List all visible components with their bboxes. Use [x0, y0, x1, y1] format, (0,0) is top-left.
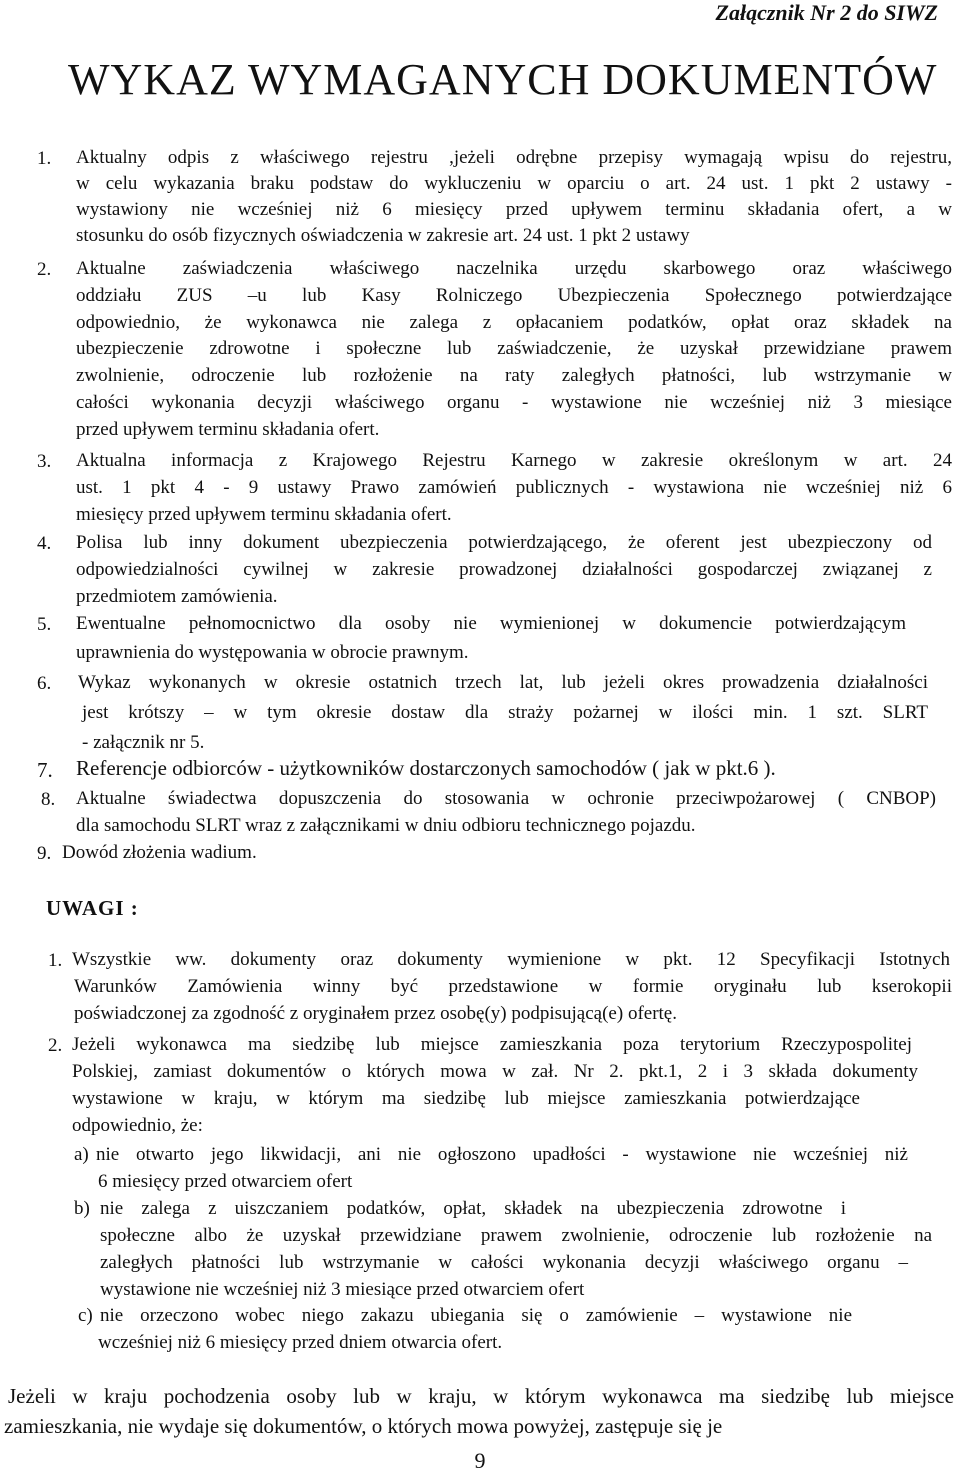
item-line: Dowód złożenia wadium.: [62, 842, 257, 863]
sub-letter: c): [78, 1305, 93, 1326]
note-line: odpowiednio, że:: [72, 1115, 203, 1136]
item-line: przedmiotem zamówienia.: [76, 586, 278, 607]
item-line: Aktualna informacja z Krajowego Rejestru Karnego w zakresie określonym w art. 24: [76, 450, 952, 471]
item-line: uprawnienia do występowania w obrocie prawnym.: [76, 642, 469, 663]
item-line: Aktualne zaświadczenia właściwego naczelnika urzędu skarbowego oraz właściwego: [76, 258, 952, 279]
sub-letter: a): [74, 1144, 89, 1165]
sub-line: wcześniej niż 6 miesięcy przed dniem otwarcia ofert.: [98, 1332, 503, 1353]
item-line: całości wykonania decyzji właściwego organu - wystawione nie wcześniej niż 3 miesiące: [76, 392, 952, 413]
item-line: zwolnienie, odroczenie lub rozłożenie na raty zaległych płatności, lub wstrzymanie w: [76, 365, 952, 387]
note-line: poświadczonej za zgodność z oryginałem przez osobę(y) podpisującą(e) ofertę.: [74, 1003, 677, 1024]
note-number: 1.: [48, 950, 63, 971]
sub-line: nie zalega z uiszczaniem podatków, opłat, składek na ubezpieczenia zdrowotne i: [100, 1198, 846, 1219]
item-number: 3.: [37, 451, 52, 472]
item-line: Referencje odbiorców - użytkowników dostarczonych samochodów ( jak w pkt.6 ).: [76, 756, 776, 780]
item-number: 9.: [37, 843, 52, 864]
sub-line: zaległych płatności lub wstrzymanie w całości wykonania decyzji właściwego organu –: [100, 1252, 908, 1273]
note-line: Polskiej, zamiast dokumentów o których mowa w zał. Nr 2. pkt.1, 2 i 3 składa dokumenty: [72, 1061, 918, 1082]
item-line: dla samochodu SLRT wraz z załącznikami w dniu odbioru technicznego pojazdu.: [76, 815, 696, 836]
item-line: ust. 1 pkt 4 - 9 ustawy Prawo zamówień publicznych - wystawiona nie wcześniej niż 6: [76, 477, 952, 498]
item-number: 5.: [37, 614, 52, 635]
item-line: odpowiedzialności cywilnej w zakresie prowadzonej działalności gospodarczej związanej z: [76, 559, 932, 580]
item-line: stosunku do osób fizycznych oświadczenia w zakresie art. 24 ust. 1 pkt 2 ustawy: [76, 225, 690, 246]
item-line: Aktualne świadectwa dopuszczenia do stosowania w ochronie przeciwpożarowej ( CNBOP): [76, 788, 936, 809]
sub-line: nie otwarto jego likwidacji, ani nie ogłoszono upadłości - wystawione nie wcześniej niż: [96, 1144, 908, 1165]
note-line: wystawione w kraju, w którym ma siedzibę lub miejsce zamieszkania potwierdzające: [72, 1088, 860, 1109]
note-number: 2.: [48, 1035, 63, 1056]
item-number: 8.: [41, 789, 56, 810]
item-line: odpowiednio, że wykonawca nie zalega z opłacaniem podatków, opłat oraz składek na: [76, 311, 952, 333]
item-number: 4.: [37, 533, 52, 554]
footer-line: zamieszkania, nie wydaje się dokumentów, o których mowa powyżej, zastępuje się je: [4, 1414, 723, 1438]
item-number: 7.: [37, 758, 53, 782]
sub-line: wystawione nie wcześniej niż 3 miesiące przed otwarciem ofert: [100, 1279, 585, 1300]
item-line: Polisa lub inny dokument ubezpieczenia potwierdzającego, że oferent jest ubezpieczony od: [76, 532, 932, 553]
item-line: przed upływem terminu składania ofert.: [76, 418, 380, 440]
item-line: Ewentualne pełnomocnictwo dla osoby nie wymienionej w dokumencie potwierdzającym: [76, 613, 906, 634]
document-title: WYKAZ WYMAGANYCH DOKUMENTÓW: [68, 55, 938, 104]
item-line: jest krótszy – w tym okresie dostaw dla straży pożarnej w ilości min. 1 szt. SLRT: [82, 702, 928, 723]
item-line: Wykaz wykonanych w okresie ostatnich trzech lat, lub jeżeli okres prowadzenia działalności: [78, 672, 928, 693]
note-line: Warunków Zamówienia winny być przedstawione w formie oryginału lub kserokopii: [74, 976, 952, 997]
sub-line: nie orzeczono wobec niego zakazu ubiegania się o zamówienie – wystawione nie: [100, 1305, 852, 1326]
item-number: 1.: [37, 148, 52, 169]
sub-line: społeczne albo że uzyskał przewidziane prawem zwolnienie, odroczenie lub rozłożenie na: [100, 1225, 932, 1246]
item-line: miesięcy przed upływem terminu składania ofert.: [76, 504, 452, 525]
item-number: 6.: [37, 673, 52, 694]
item-line: ubezpieczenie zdrowotne i społeczne lub zaświadczenie, że uzyskał przewidziane prawem: [76, 338, 952, 360]
page-number: 9: [474, 1448, 486, 1473]
item-line: - załącznik nr 5.: [82, 732, 205, 753]
note-line: Jeżeli wykonawca ma siedzibę lub miejsce zamieszkania poza terytorium Rzeczypospolitej: [72, 1034, 912, 1055]
notes-heading: UWAGI :: [46, 896, 139, 920]
item-line: Aktualny odpis z właściwego rejestru ,jeżeli odrębne przepisy wymagają wpisu do rejestru,: [76, 147, 952, 168]
footer-line: Jeżeli w kraju pochodzenia osoby lub w kraju, w którym wykonawca ma siedzibę lub miejsce: [8, 1384, 954, 1408]
sub-line: 6 miesięcy przed otwarciem ofert: [98, 1171, 353, 1192]
item-line: oddziału ZUS –u lub Kasy Rolniczego Ubezpieczenia Społecznego potwierdzające: [76, 284, 952, 306]
sub-letter: b): [74, 1198, 90, 1219]
note-line: Wszystkie ww. dokumenty oraz dokumenty wymienione w pkt. 12 Specyfikacji Istotnych: [72, 949, 950, 970]
item-line: w celu wykazania braku podstaw do wykluczeniu w oparciu o art. 24 ust. 1 pkt 2 ustawy -: [76, 173, 952, 194]
item-line: wystawiony nie wcześniej niż 6 miesięcy przed upływem terminu składania ofert, a w: [76, 199, 952, 220]
attachment-label: Załącznik Nr 2 do SIWZ: [715, 0, 938, 25]
item-number: 2.: [37, 259, 52, 280]
